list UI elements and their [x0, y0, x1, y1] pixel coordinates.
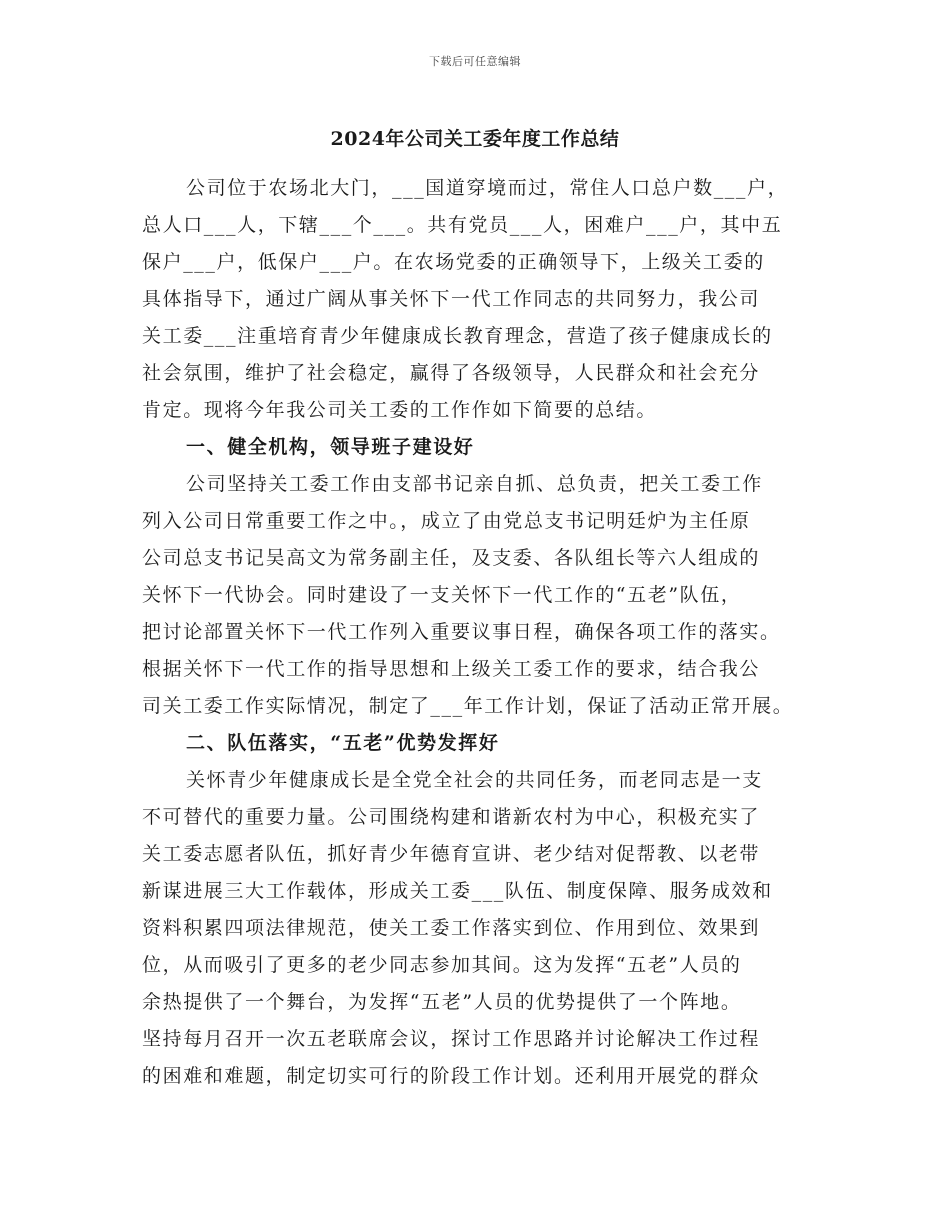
- paragraph-line: 公司总支书记吴高文为常务副主任，及支委、各队组长等六人组成的: [142, 547, 761, 569]
- paragraph-line: 关工委___注重培育青少年健康成长教育理念，营造了孩子健康成长的: [142, 325, 773, 347]
- paragraph-line: 关怀青少年健康成长是全党全社会的共同任务，而老同志是一支: [186, 769, 763, 791]
- paragraph-line: 公司坚持关工委工作由支部书记亲自抓、总负责，把关工委工作: [186, 473, 763, 495]
- section-heading: 一、健全机构，领导班子建设好: [186, 436, 475, 458]
- paragraph-line: 坚持每月召开一次五老联席会议，探讨工作思路并讨论解决工作过程: [142, 1028, 761, 1050]
- section-heading: 二、队伍落实，“五老”优势发挥好: [186, 732, 500, 754]
- paragraph-line: 位，从而吸引了更多的老少同志参加其间。这为发挥“五老”人员的: [142, 954, 742, 976]
- paragraph-line: 关工委志愿者队伍，抓好青少年德育宣讲、老少结对促帮教、以老带: [142, 843, 761, 865]
- paragraph-line: 根据关怀下一代工作的指导思想和上级关工委工作的要求，结合我公: [142, 658, 761, 680]
- document-body: [142, 170, 812, 1095]
- paragraph-line: 关怀下一代协会。同时建设了一支关怀下一代工作的“五老”队伍，: [142, 584, 742, 606]
- paragraph-line: 不可替代的重要力量。公司围绕构建和谐新农村为中心，积极充实了: [142, 806, 761, 828]
- paragraph-line: 司关工委工作实际情况，制定了___年工作计划，保证了活动正常开展。: [142, 695, 794, 717]
- paragraph-line: 总人口___人，下辖___个___。共有党员___人，困难户___户，其中五: [142, 214, 783, 236]
- paragraph-line: 把讨论部置关怀下一代工作列入重要议事日程，确保各项工作的落实。: [142, 621, 781, 643]
- paragraph-line: 列入公司日常重要工作之中。，成立了由党总支书记明廷炉为主任原: [142, 510, 751, 532]
- document-title: 2024年公司关工委年度工作总结: [330, 128, 620, 150]
- paragraph-line: 新谋进展三大工作载体，形成关工委___队伍、制度保障、服务成效和: [142, 880, 773, 902]
- paragraph-line: 余热提供了一个舞台，为发挥“五老”人员的优势提供了一个阵地。: [142, 991, 742, 1013]
- paragraph-line: 的困难和难题，制定切实可行的阶段工作计划。还利用开展党的群众: [142, 1065, 761, 1087]
- paragraph-line: 社会氛围，维护了社会稳定，赢得了各级领导，人民群众和社会充分: [142, 362, 761, 384]
- paragraph-line: 肯定。现将今年我公司关工委的工作作如下简要的总结。: [142, 399, 658, 421]
- paragraph-line: 资料积累四项法律规范，使关工委工作落实到位、作用到位、效果到: [142, 917, 761, 939]
- paragraph-line: 保户___户，低保户___户。在农场党委的正确领导下，上级关工委的: [142, 251, 765, 273]
- paragraph-line: 具体指导下，通过广阔从事关怀下一代工作同志的共同努力，我公司: [142, 288, 761, 310]
- header-note: 下载后可任意编辑: [429, 55, 521, 68]
- paragraph-line: 公司位于农场北大门，___国道穿境而过，常住人口总户数___户，: [186, 177, 789, 199]
